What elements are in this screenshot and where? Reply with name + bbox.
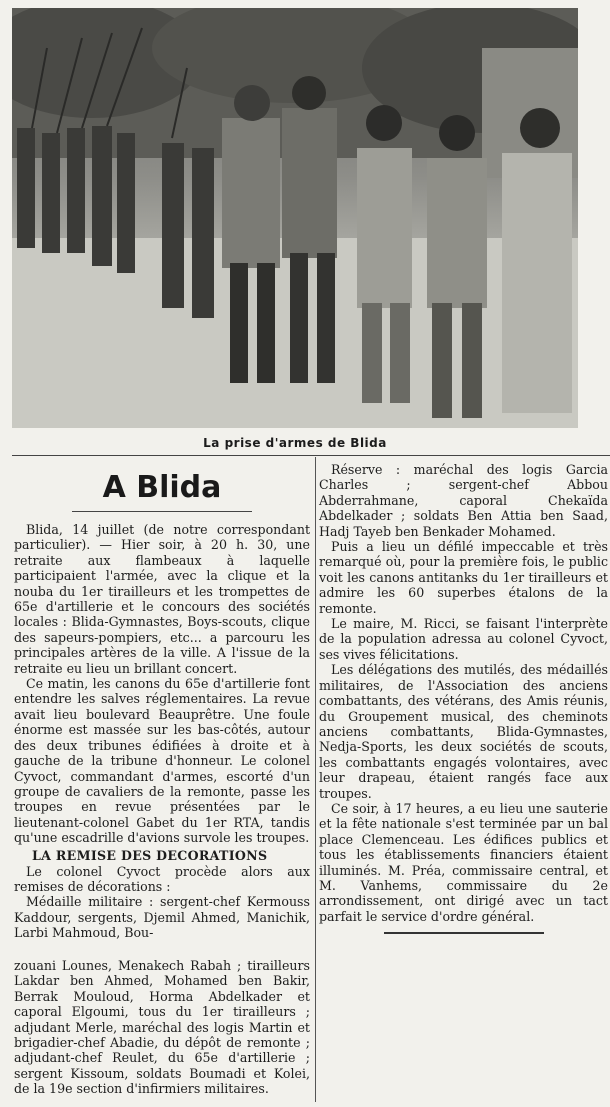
column-divider	[315, 457, 316, 1102]
paragraph: Puis a lieu un défilé impeccable et très remarqué où, pour la première fois, le public voit les canons antitanks du 1er tirailleurs et admire les 60 superbes étalons de la remonte.	[319, 539, 608, 616]
ceremony-photo-illustration	[12, 8, 578, 428]
photo-caption: La prise d'armes de Blida	[203, 436, 387, 450]
paragraph: Le maire, M. Ricci, se faisant l'interprète de la population adressa au colonel Cyvoct, ses vives félicitations.	[319, 616, 608, 662]
article-end-rule	[384, 932, 544, 934]
ceremony-photo	[12, 8, 578, 428]
paragraph: Blida, 14 juillet (de notre correspondant particulier). — Hier soir, à 20 h. 30, une retraite aux flambeaux à laquelle participaient l'armée, avec la clique et la nouba du 1er tirailleurs et les trompettes de 65e d'artillerie et le concours des sociétés locales : Blida-Gymnastes, Boys-scouts, clique des sapeurs-pompiers, etc... a parcouru les principales artères de la ville. A l'issue de la retraite eu lieu un brillant concert.	[14, 522, 310, 676]
paragraph: Ce soir, à 17 heures, a eu lieu une sauterie et la fête nationale s'est terminée par un bal place Clemenceau. Les édifices publics et tous les établissements financiers étaient illuminés. M. Préa, commissaire central, et M. Vanhems, commissaire du 2e arrondissement, ont dirigé avec un tact parfait le service d'ordre général.	[319, 800, 608, 924]
left-column	[14, 462, 310, 941]
paragraph: Ce matin, les canons du 65e d'artillerie font entendre les salves réglementaires. La revue avait lieu boulevard Beauprêtre. Une foule énorme est massée sur les bas-côtés, autour des deux tribunes édifiées à droite et à gauche de la tribune d'honneur. Le colonel Cyvoct, commandant d'armes, escorté d'un groupe de cavaliers de la remonte, passe les troupes en revue présentées par le lieutenant-colonel Gabet du 1er RTA, tandis qu'une escadrille d'avions survole les troupes.	[14, 676, 310, 846]
headline-rule	[72, 511, 252, 512]
paragraph: zouani Lounes, Menakech Rabah ; tirailleurs Lakdar ben Ahmed, Mohamed ben Bakir, Berrak Mouloud, Horma Abdelkader et caporal Elgoumi, tous du 1er tirailleurs ; adjudant Merle, maréchal des logis Martin et brigadier-chef Abadie, du dépôt de remonte ; adjudant-chef Reulet, du 65e d'artillerie ; sergent Kissoum, soldats Boumadi et Kolei, de la 19e section d'infirmiers militaires.	[14, 958, 310, 1097]
paragraph: Le colonel Cyvoct procède alors aux remises de décorations :	[14, 863, 310, 894]
article-headline: A Blida	[102, 470, 222, 505]
paragraph: Les délégations des mutilés, des médaillés militaires, de l'Association des anciens combattants, des vétérans, des Amis réunis, du Groupement musical, des cheminots anciens combattants, Blida-Gymnastes, Nedja-Sports, les deux sociétés de scouts, les combattants engagés volontaires, avec leur drapeau, étaient rangés face aux troupes.	[319, 662, 608, 801]
section-subhead: LA REMISE DES DECORATIONS	[32, 847, 268, 863]
top-divider	[12, 455, 610, 456]
left-column-continued	[14, 958, 310, 1097]
right-column	[319, 462, 608, 934]
paragraph: Médaille militaire : sergent-chef Kermouss Kaddour, sergents, Djemil Ahmed, Manichik, Larbi Mahmoud, Bou-	[14, 894, 310, 941]
paragraph: Réserve : maréchal des logis Garcia Charles ; sergent-chef Abbou Abderrahmane, caporal Chekaïda Abdelkader ; soldats Ben Attia ben Saad, Hadj Tayeb ben Benkader Mohamed.	[319, 462, 608, 539]
